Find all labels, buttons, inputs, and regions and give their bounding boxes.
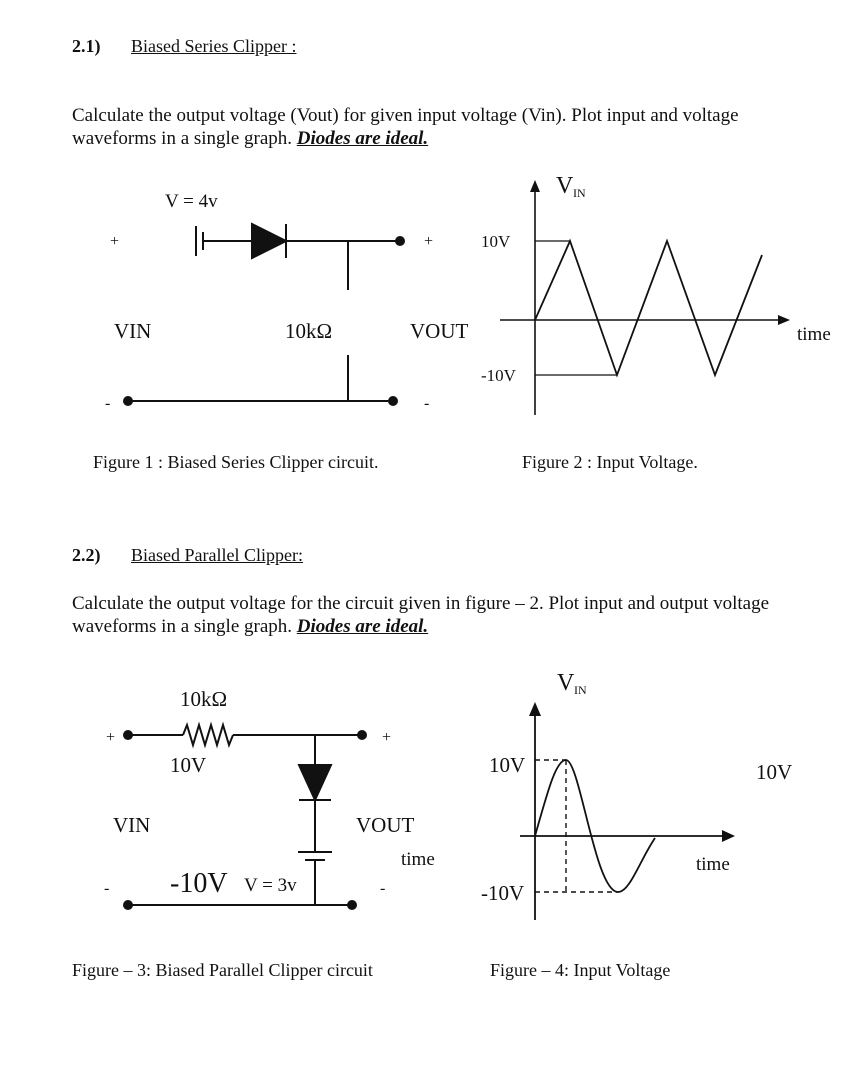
figure-1-circuit bbox=[128, 224, 400, 401]
bias-label-2: V = 3v bbox=[244, 875, 297, 896]
x-axis-arrow-1 bbox=[778, 315, 790, 325]
vout-label-1: VOUT bbox=[410, 319, 469, 343]
y-axis-arrow-1 bbox=[530, 180, 540, 192]
tick-neg10v-1: -10V bbox=[481, 366, 516, 385]
plus-left-1: + bbox=[110, 233, 120, 250]
figure-1-caption: Figure 1 : Biased Series Clipper circuit. bbox=[93, 452, 379, 472]
vin-graph-label-2: V bbox=[557, 670, 575, 696]
plus-right-1: + bbox=[424, 233, 434, 250]
time-label-2: time bbox=[696, 854, 730, 875]
figure-4-graph bbox=[481, 670, 792, 920]
time-label-circuit-2: time bbox=[401, 849, 435, 870]
vout-label-2: VOUT bbox=[356, 813, 415, 837]
vin-graph-sub-1: IN bbox=[573, 186, 586, 200]
tick-neg10v-2: -10V bbox=[481, 881, 525, 905]
section-1-number: 2.1) bbox=[72, 36, 101, 56]
figure-3-caption: Figure – 3: Biased Parallel Clipper circuit bbox=[72, 960, 373, 980]
section-1-title: Biased Series Clipper : bbox=[131, 36, 297, 56]
section-2-text: Calculate the output voltage for the circuit given in figure – 2. Plot input and output voltage waveforms in a single graph. bbox=[72, 593, 770, 637]
minus-right-2: - bbox=[380, 880, 386, 897]
tick-10v-2: 10V bbox=[489, 753, 526, 777]
sine-waveform bbox=[535, 760, 655, 892]
minus-right-1: - bbox=[424, 395, 430, 412]
resistor-label-1: 10kΩ bbox=[285, 319, 333, 343]
vin-graph-sub-2: IN bbox=[574, 683, 587, 697]
y-axis-arrow-2 bbox=[529, 702, 541, 716]
diode-1-triangle bbox=[252, 224, 286, 258]
x-axis-arrow-2 bbox=[722, 830, 735, 842]
section-2-paragraph bbox=[72, 592, 812, 638]
diode-2-triangle bbox=[299, 765, 331, 800]
section-2-emphasis: Diodes are ideal. bbox=[296, 616, 429, 637]
minus-left-2: - bbox=[104, 880, 110, 897]
terminal-in-top-2 bbox=[123, 730, 133, 740]
time-label-1: time bbox=[797, 324, 831, 345]
bias-voltage-label: V = 4v bbox=[165, 191, 218, 212]
vin-label-1: VIN bbox=[114, 319, 152, 343]
section-1-text: Calculate the output voltage (Vout) for given input voltage (Vin). Plot input and voltage waveforms in a single graph. bbox=[72, 105, 739, 149]
vin-graph-label-1: V bbox=[556, 173, 574, 199]
figure-2-graph bbox=[481, 173, 831, 415]
source-label-2: 10V bbox=[170, 753, 207, 777]
section-1-emphasis: Diodes are ideal. bbox=[296, 128, 429, 149]
figure-2-caption: Figure 2 : Input Voltage. bbox=[522, 452, 698, 472]
terminal-out-bottom-2 bbox=[347, 900, 357, 910]
neg10v-label-circuit-2: -10V bbox=[170, 868, 228, 899]
terminal-in-bottom-2 bbox=[123, 900, 133, 910]
vin-label-2: VIN bbox=[113, 813, 151, 837]
resistor-label-2: 10kΩ bbox=[180, 687, 228, 711]
terminal-out-top-2 bbox=[357, 730, 367, 740]
resistor-zigzag bbox=[183, 725, 233, 745]
side-10v-label-2: 10V bbox=[756, 760, 793, 784]
terminal-out-bottom bbox=[388, 396, 398, 406]
minus-left-1: - bbox=[105, 395, 111, 412]
terminal-out-top bbox=[395, 236, 405, 246]
plus-left-2: + bbox=[106, 729, 116, 746]
terminal-in-bottom bbox=[123, 396, 133, 406]
figure-4-caption: Figure – 4: Input Voltage bbox=[490, 960, 671, 980]
plus-right-2: + bbox=[382, 729, 392, 746]
tick-10v-1: 10V bbox=[481, 232, 511, 251]
triangle-waveform bbox=[535, 241, 762, 375]
section-2-title: Biased Parallel Clipper: bbox=[131, 545, 303, 565]
section-2-number: 2.2) bbox=[72, 545, 101, 565]
